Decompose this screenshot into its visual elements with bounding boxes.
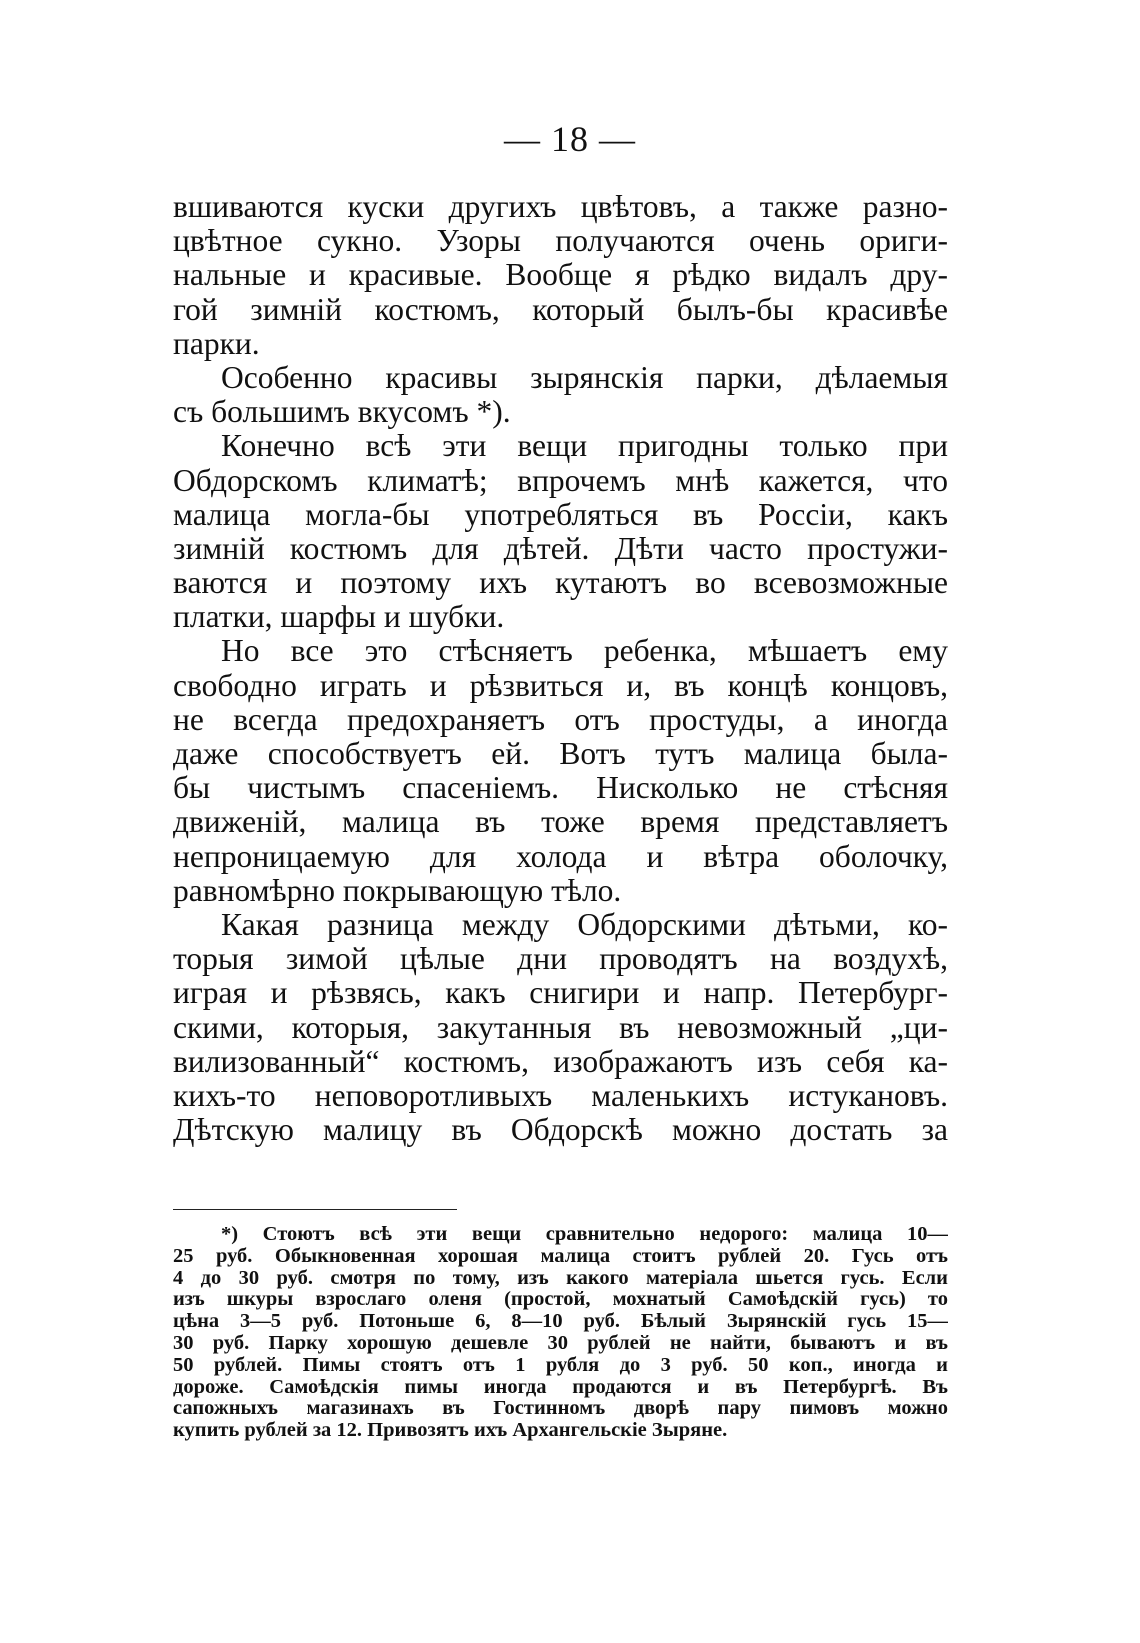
footnote-line: 50 рублей. Пимы стоятъ отъ 1 рубля до 3 руб. 50 коп., иногда и [173,1354,948,1376]
footnote-line: дороже. Самоѣдскія пимы иногда продаются и въ Петербургѣ. Въ [173,1376,948,1398]
text-line: вшиваются куски другихъ цвѣтовъ, а также разно- [173,190,948,224]
footnote-line: 30 руб. Парку хорошую дешевле 30 рублей не найти, бываютъ и въ [173,1332,948,1354]
text-line: нальные и красивые. Вообще я рѣдко видалъ дру- [173,258,948,293]
text-line: равномѣрно покрывающую тѣло. [173,873,622,908]
footnote-divider [173,1209,457,1210]
footnote-line: цѣна 3—5 руб. Потоньше 6, 8—10 руб. Бѣлый Зырянскій гусь 15— [173,1311,948,1333]
text-line: играя и рѣзвясь, какъ снигири и напр. Петербург- [173,976,948,1011]
footnote [173,1224,948,1442]
text-line: цвѣтное сукно. Узоры получаются очень ориги- [173,224,948,259]
text-line: Дѣтскую малицу въ Обдорскѣ можно достать за [173,1113,948,1148]
footnote-line: сапожныхъ магазинахъ въ Гостинномъ дворѣ пару пимовъ можно [173,1398,948,1420]
text-line: платки, шарфы и шубки. [173,600,505,635]
text-line: парки. [173,326,260,361]
footnote-line: купить рублей за 12. Привозятъ ихъ Архангельскіе Зыряне. [173,1420,728,1442]
text-line: малица могла-бы употребляться въ Россіи, какъ [173,497,948,532]
text-line: скими, которыя, закутанныя въ невозможный „ци- [173,1010,948,1045]
text-line: движеній, малица въ тоже время представляетъ [173,805,948,840]
text-line: вилизованный“ костюмъ, изображаютъ изъ себя ка- [173,1044,948,1079]
main-text [173,190,948,1147]
text-line: Конечно всѣ эти вещи пригодны только при [221,429,948,464]
text-line: не всегда предохраняетъ отъ простуды, а иногда [173,702,948,737]
text-line: Но все это стѣсняетъ ребенка, мѣшаетъ ему [221,634,948,669]
text-line: бы чистымъ спасеніемъ. Нисколько не стѣсняя [173,771,948,806]
text-line: Обдорскомъ климатѣ; впрочемъ мнѣ кажется, что [173,463,948,498]
footnote-line: изъ шкуры взрослаго оленя (простой, мохнатый Самоѣдскій гусь) то [173,1289,948,1311]
text-line: ваются и поэтому ихъ кутаютъ во всевозможные [173,566,948,601]
text-line: зимній костюмъ для дѣтей. Дѣти часто простужи- [173,531,948,566]
footnote-line: *) Стоютъ всѣ эти вещи сравнительно недорого: малица 10— [221,1224,948,1245]
text-line: съ большимъ вкусомъ *). [173,395,511,430]
text-line: непроницаемую для холода и вѣтра оболочку, [173,839,948,874]
text-line: свободно играть и рѣзвиться и, въ концѣ концовъ, [173,668,948,703]
text-line: кихъ-то неповоротливыхъ маленькихъ истукановъ. [173,1078,948,1113]
text-line: даже способствуетъ ей. Вотъ тутъ малица была- [173,737,948,771]
text-line: Какая разница между Обдорскими дѣтьми, ко- [221,907,948,942]
footnote-line: 25 руб. Обыкновенная хорошая малица стоитъ рублей 20. Гусь отъ [173,1245,948,1267]
text-line: торыя зимой цѣлые дни проводятъ на воздухѣ, [173,942,948,977]
footnote-line: 4 до 30 руб. смотря по тому, изъ какого матеріала шьется гусь. Если [173,1267,948,1289]
page-number: — 18 — [504,119,636,159]
text-line: гой зимній костюмъ, который былъ-бы красивѣе [173,292,948,327]
text-line: Особенно красивы зырянскія парки, дѣлаемыя [221,360,948,395]
